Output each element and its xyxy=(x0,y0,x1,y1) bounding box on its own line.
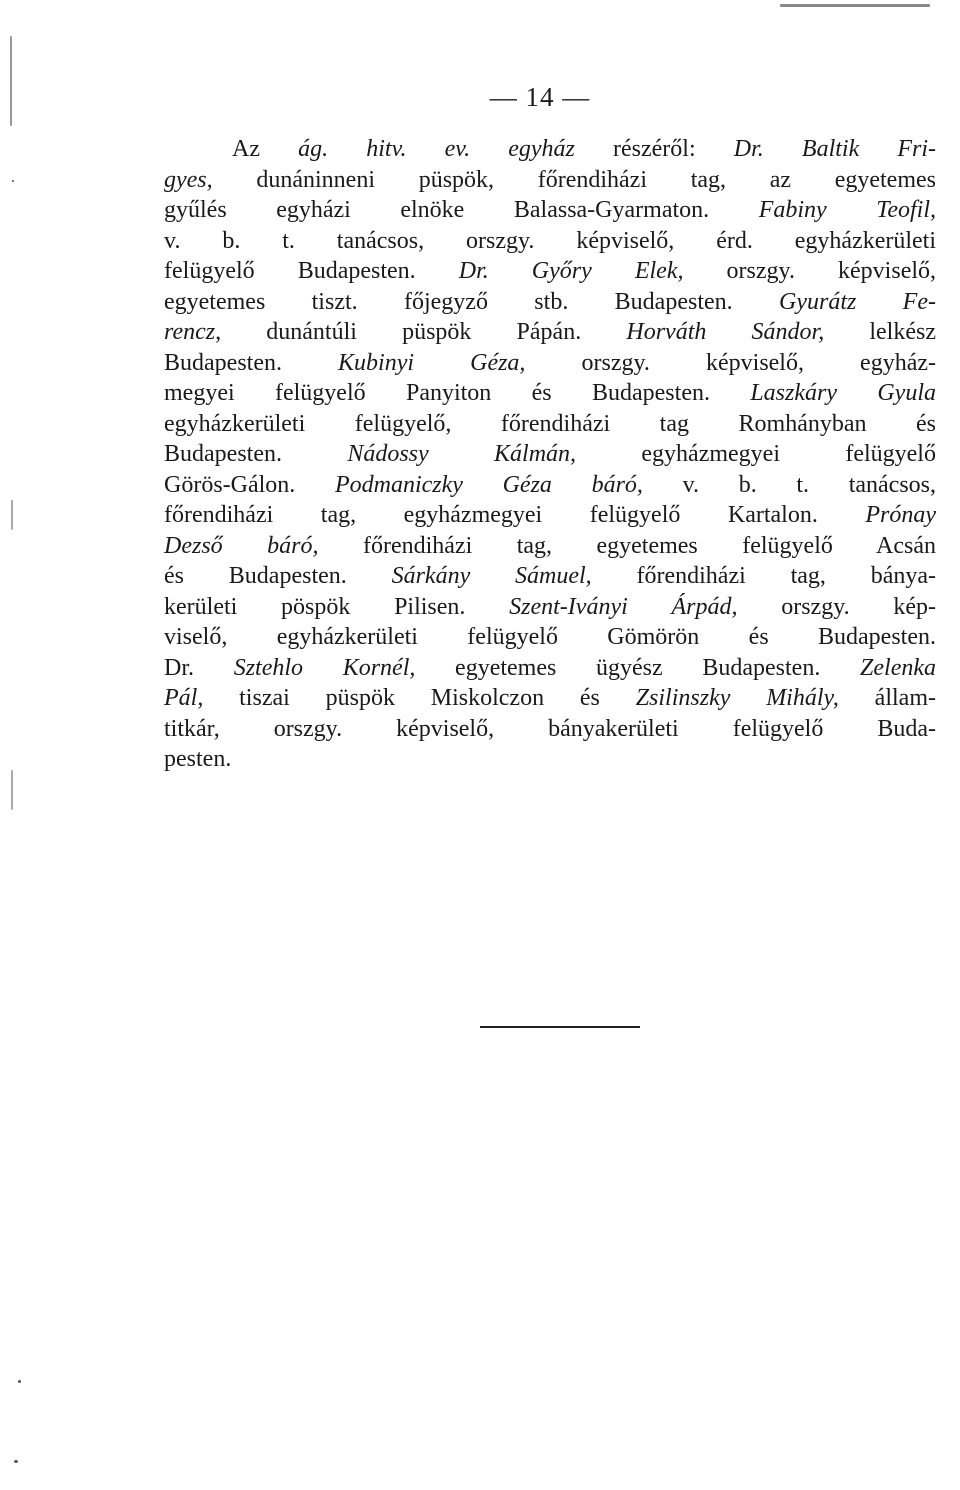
italic-name: Nádossy Kálmán, xyxy=(347,441,577,467)
text-run: főrendiházi tag, bánya- xyxy=(591,563,936,589)
text-run: Budapesten. xyxy=(164,441,348,467)
text-line xyxy=(164,317,936,348)
text-run: állam- xyxy=(838,685,936,711)
text-line xyxy=(164,653,936,684)
section-divider xyxy=(480,1026,640,1028)
text-line xyxy=(164,744,936,775)
text-run: dunáninneni püspök, főrendiházi tag, az egyetemes xyxy=(212,166,936,193)
text-run: egyházkerületi felügyelő, főrendiházi tag Romhányban és xyxy=(164,410,936,437)
text-run: megyei felügyelő Panyiton és Budapesten. xyxy=(164,380,751,406)
scan-speck xyxy=(18,1380,21,1383)
text-run: v. b. t. tanácsos, xyxy=(642,471,937,498)
text-run: tiszai püspök Miskolczon és xyxy=(203,685,636,711)
text-run: főrendiházi tag, egyetemes felügyelő Acsán xyxy=(318,532,936,559)
text-line xyxy=(164,256,936,287)
italic-name: ág. hitv. ev. egyház xyxy=(298,136,575,162)
italic-name: Sztehlo Kornél, xyxy=(233,654,416,681)
text-run: lelkész xyxy=(824,319,936,345)
text-run: részéről: xyxy=(574,136,734,162)
text-line xyxy=(164,348,936,379)
italic-name: Szent-Iványi Árpád, xyxy=(509,593,738,620)
text-run: orszgy. képviselő, xyxy=(683,258,937,284)
text-line xyxy=(164,165,936,196)
italic-name: Horváth Sándor, xyxy=(626,319,825,345)
text-line xyxy=(164,378,936,409)
text-run: viselő, egyházkerületi felügyelő Gömörön és Budapesten. xyxy=(164,624,936,650)
text-run: egyetemes tiszt. főjegyző stb. Budapesten. xyxy=(164,288,779,315)
text-line xyxy=(164,531,936,562)
italic-name: Kubinyi Géza, xyxy=(338,349,526,376)
scan-speck xyxy=(10,36,12,126)
text-run: kerületi pöspök Pilisen. xyxy=(164,593,510,620)
italic-name: Zelenka xyxy=(860,654,937,681)
text-line xyxy=(164,134,936,165)
text-run: Görös-Gálon. xyxy=(164,471,335,498)
body-text xyxy=(164,134,936,775)
italic-name: Pál, xyxy=(164,685,204,711)
text-run: Budapesten. xyxy=(164,349,339,376)
italic-name: Prónay xyxy=(865,502,936,528)
italic-name: rencz, xyxy=(164,319,222,345)
text-line xyxy=(164,561,936,592)
text-line xyxy=(164,409,936,440)
italic-name: gyes, xyxy=(164,166,213,193)
text-line xyxy=(164,195,936,226)
text-line xyxy=(164,439,936,470)
text-line xyxy=(164,500,936,531)
scan-speck xyxy=(11,500,13,530)
italic-name: Podmaniczky Géza báró, xyxy=(334,471,643,498)
italic-name: Dr. Győry Elek, xyxy=(458,258,684,284)
scan-speck xyxy=(780,4,930,7)
text-line xyxy=(164,287,936,318)
page-number: — 14 — xyxy=(489,82,591,112)
text-run: és Budapesten. xyxy=(164,563,392,589)
text-line xyxy=(164,683,936,714)
text-run: egyetemes ügyész Budapesten. xyxy=(415,654,861,681)
text-run: Az xyxy=(232,136,299,162)
text-line xyxy=(164,622,936,653)
italic-name: Zsilinszky Mihály, xyxy=(635,685,839,711)
text-run: Dr. xyxy=(164,654,234,681)
text-line xyxy=(164,714,936,745)
text-run: titkár, orszgy. képviselő, bányakerületi felügyelő Buda- xyxy=(164,715,936,742)
text-run: pesten. xyxy=(164,746,232,772)
text-run: orszgy. kép- xyxy=(737,593,936,620)
text-run: főrendiházi tag, egyházmegyei felügyelő Kartalon. xyxy=(164,502,866,528)
scan-speck xyxy=(14,1460,18,1463)
text-run: felügyelő Budapesten. xyxy=(164,258,459,284)
text-line xyxy=(164,592,936,623)
italic-name: Gyurátz Fe- xyxy=(779,288,936,315)
text-run: orszgy. képviselő, egyház- xyxy=(525,349,936,376)
italic-name: Dr. Baltik Fri- xyxy=(733,136,937,162)
text-line xyxy=(164,470,936,501)
text-line xyxy=(164,226,936,257)
text-run: v. b. t. tanácsos, orszgy. képviselő, érd. egyházkerületi xyxy=(164,227,936,254)
italic-name: Fabiny Teofil, xyxy=(758,197,937,223)
scan-speck xyxy=(12,180,14,182)
text-run: gyűlés egyházi elnöke Balassa-Gyarmaton. xyxy=(164,197,759,223)
italic-name: Sárkány Sámuel, xyxy=(391,563,592,589)
italic-name: Dezső báró, xyxy=(164,532,319,559)
text-run: dunántúli püspök Pápán. xyxy=(221,319,627,345)
italic-name: Laszkáry Gyula xyxy=(750,380,937,406)
scan-speck xyxy=(11,770,13,810)
text-run: egyházmegyei felügyelő xyxy=(576,441,936,467)
